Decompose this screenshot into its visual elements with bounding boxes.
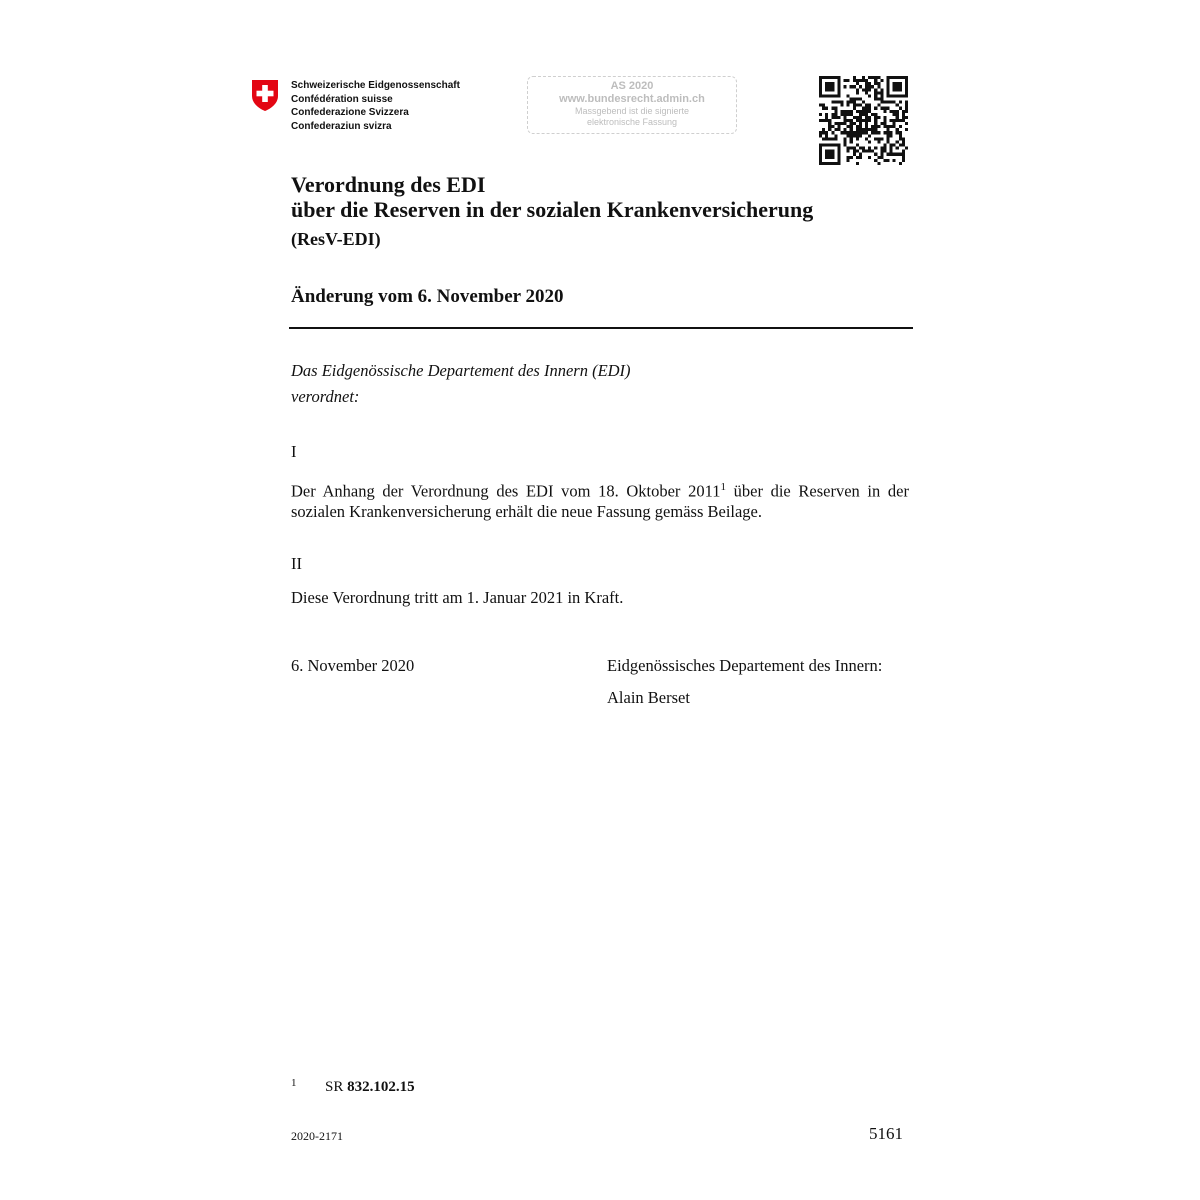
qr-code-icon [819,76,908,165]
stamp-collection: AS 2020 [610,80,654,92]
confederation-name-it: Confederazione Svizzera [291,107,409,118]
preamble [291,358,631,410]
confederation-name-de: Schweizerische Eidgenossenschaft [291,80,460,91]
footnote-reference[interactable]: 1 [720,481,726,493]
section-text-2: Diese Verordnung tritt am 1. Januar 2021 in Kraft. [291,588,624,607]
section-text-1-part1: Der Anhang der Verordnung des EDI vom 18. Oktober 2011 [291,481,721,501]
footnote-sr-reference[interactable]: 832.102.15 [347,1079,415,1095]
confederation-name-fr: Confédération suisse [291,93,393,105]
signature-department: Eidgenössisches Departement des Innern: [607,656,883,675]
signature-name: Alain Berset [607,688,690,707]
title-line2: über die Reserven in der sozialen Krankenversicherung [291,197,814,222]
stamp-url[interactable]: www.bundesrecht.admin.ch [559,93,705,105]
footnote-text [325,1079,415,1096]
preamble-authority: Das Eidgenössische Departement des Innern (EDI) [291,361,631,380]
signature-date: 6. November 2020 [291,656,415,675]
title-line1: Verordnung des EDI [291,172,486,197]
document-number: 2020-2171 [291,1129,343,1143]
section-number-1: I [291,442,297,461]
title-divider [289,327,913,329]
section-number-2: II [291,554,302,573]
stamp-note-line2: elektronische Fassung [586,117,678,127]
swiss-cross-shield-icon [250,78,280,112]
confederation-name-rm: Confederaziun svizra [291,120,392,132]
section-text-1 [291,477,909,522]
confederation-names [291,79,460,133]
page-number: 5161 [869,1124,903,1143]
amendment-date: Änderung vom 6. November 2020 [291,286,564,307]
document-title [291,172,813,222]
footnote-marker: 1 [291,1077,297,1089]
publication-stamp [527,76,737,134]
preamble-verb: verordnet: [291,387,360,406]
footnote-prefix: SR [325,1079,348,1095]
section-text-1-part2: über die Reserven in der sozialen Krankenversicherung erhält die neue Fassung gemäss Beilage. [291,481,909,521]
title-abbreviation: (ResV-EDI) [291,229,381,249]
stamp-note-line1: Massgebend ist die signierte [574,106,690,116]
